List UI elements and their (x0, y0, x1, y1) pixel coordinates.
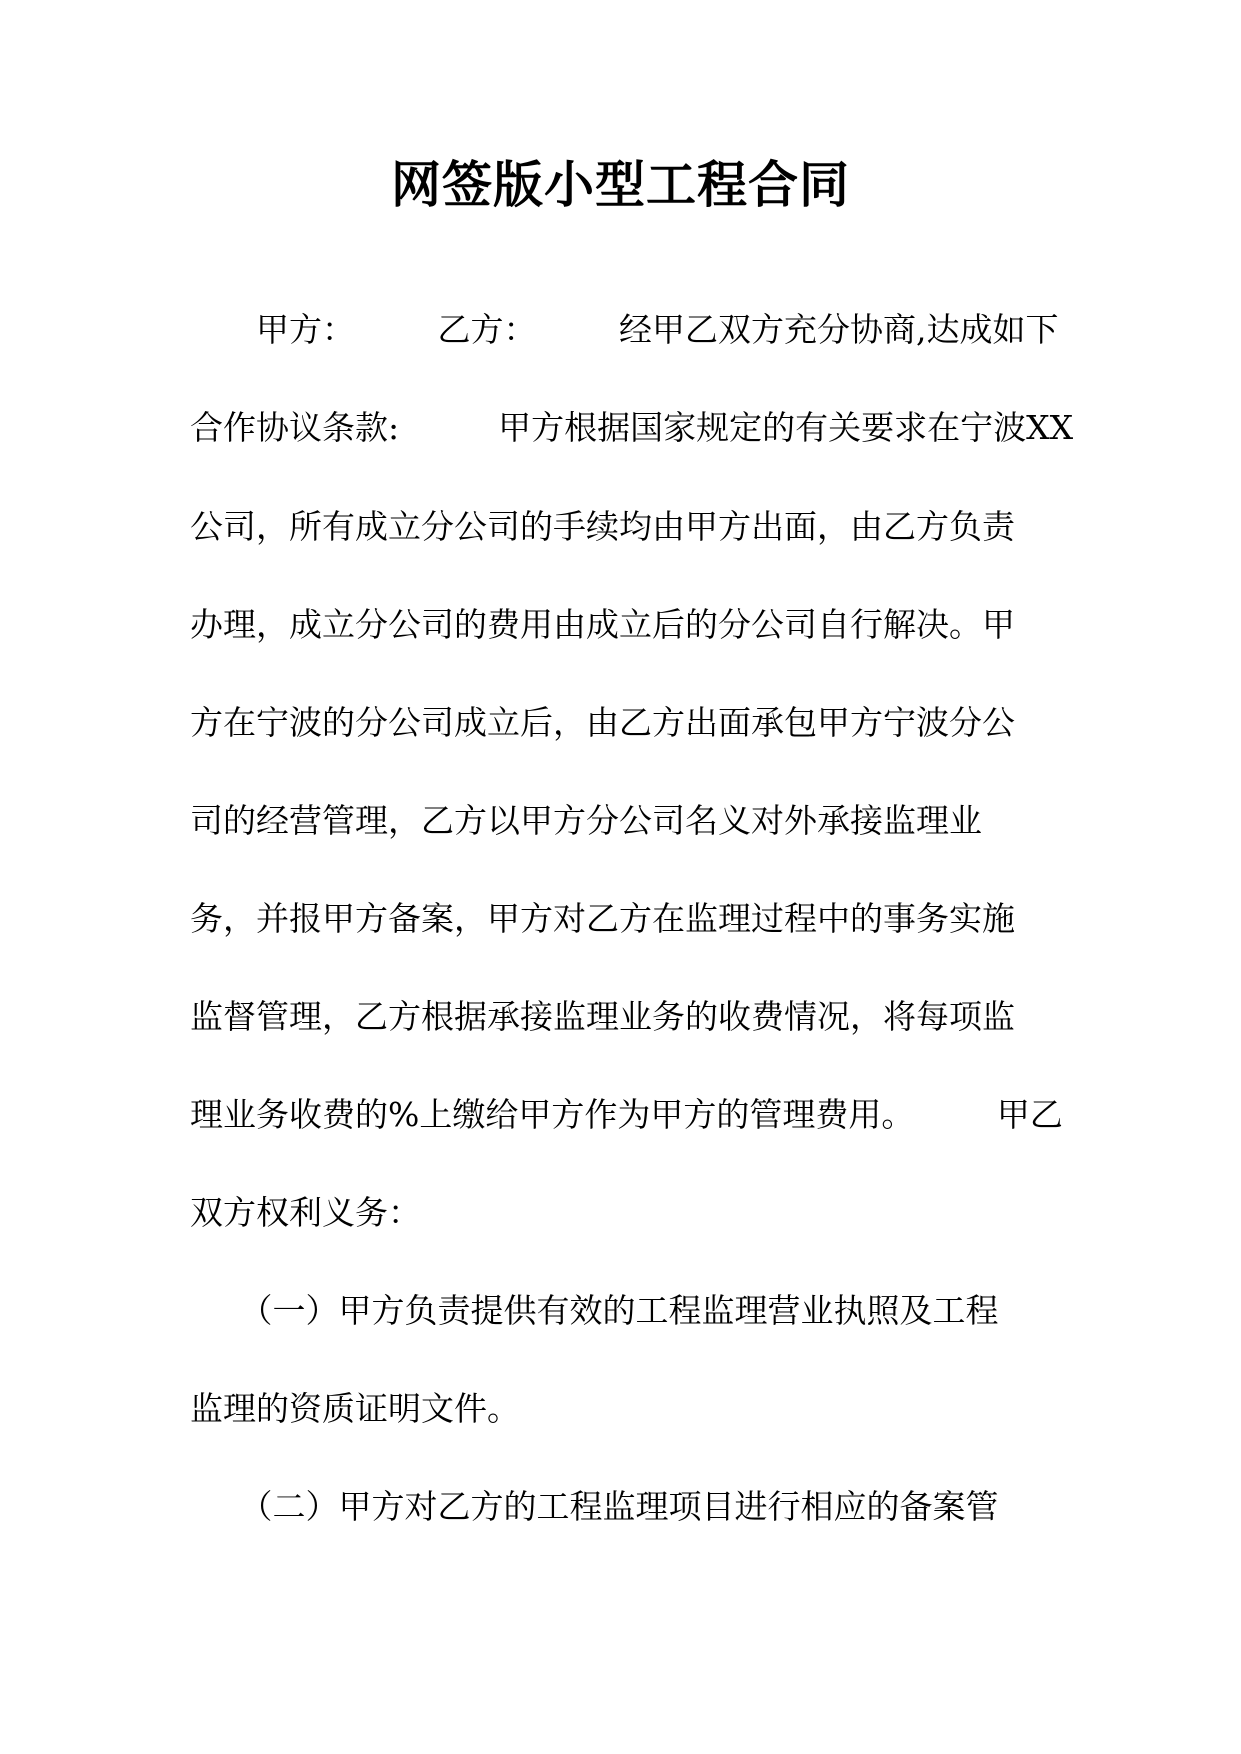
document-title: 网签版小型工程合同 (391, 156, 850, 214)
paragraph-line: 合作协议条款: 甲方根据国家规定的有关要求在宁波XX (190, 408, 1074, 447)
paragraph-line: 理业务收费的%上缴给甲方作为甲方的管理费用。 甲乙 (190, 1095, 1063, 1134)
paragraph-line: （二）甲方对乙方的工程监理项目进行相应的备案管 (190, 1487, 999, 1526)
paragraph-line: 监督管理，乙方根据承接监理业务的收费情况，将每项监 (190, 997, 1015, 1036)
paragraph-line: （一）甲方负责提供有效的工程监理营业执照及工程 (190, 1291, 999, 1330)
paragraph-line: 双方权利义务： (190, 1193, 421, 1232)
paragraph-line: 方在宁波的分公司成立后，由乙方出面承包甲方宁波分公 (190, 703, 1015, 742)
paragraph-line: 办理，成立分公司的费用由成立后的分公司自行解决。甲 (190, 605, 1015, 644)
paragraph-line: 甲方： 乙方： 经甲乙双方充分协商,达成如下 (190, 310, 1059, 349)
paragraph-line: 公司，所有成立分公司的手续均由甲方出面，由乙方负责 (190, 507, 1015, 546)
paragraph-line: 务，并报甲方备案，甲方对乙方在监理过程中的事务实施 (190, 899, 1015, 938)
paragraph-line: 监理的资质证明文件。 (190, 1389, 520, 1428)
paragraph-line: 司的经营管理，乙方以甲方分公司名义对外承接监理业 (190, 801, 982, 840)
